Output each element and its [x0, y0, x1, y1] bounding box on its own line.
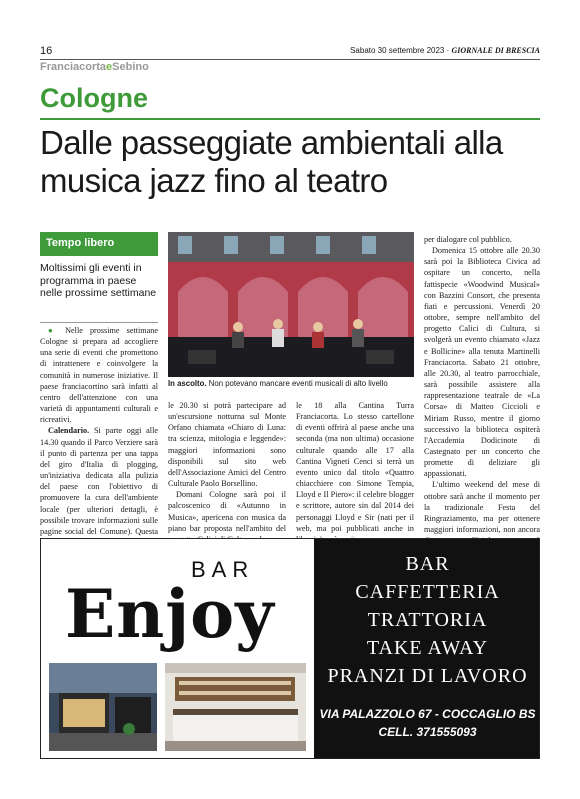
tag-label: Tempo libero	[46, 237, 115, 249]
header-separator: ·	[446, 46, 450, 55]
article-headline: Dalle passeggiate ambientali alla musica jazz fino al teatro	[40, 124, 503, 199]
article-column-2	[168, 400, 286, 545]
paragraph-lead: Calendario.	[48, 426, 90, 436]
article-summary: Moltissimi gli eventi in programma in paese nelle prossime settimane	[40, 262, 157, 299]
paragraph: L'ultimo weekend del mese di ottobre sarà anche il momento per la tradizionale Festa del Ringraziamento, ma per ottenere maggiori informazioni, non ancora	[424, 480, 540, 535]
ad-phone: CELL. 371555093	[378, 725, 477, 739]
city-heading: Cologne	[40, 83, 148, 113]
newspaper-name: GIORNALE DI BRESCIA	[451, 46, 540, 55]
issue-date: Sabato 30 settembre 2023	[350, 46, 445, 55]
article-column-3	[296, 400, 414, 545]
article-column-1	[40, 325, 158, 548]
ad-service-line: BAR	[405, 553, 450, 575]
bullet-icon: ●	[48, 326, 59, 335]
paragraph: Nelle prossime settimane Cologne si prepara ad accogliere una serie di eventi che promettono di intrattenere e coinvolgere la comunità in numerose iniziative. Il paese franciacortino sarà infatti al centro dell'attenzione con una varietà di appuntamenti culturali e ricreativi.	[40, 326, 159, 425]
header-divider	[40, 59, 540, 60]
city-divider	[40, 118, 540, 120]
ad-service-line: PRANZI DI LAVORO	[327, 665, 528, 687]
paragraph: Domenica 15 ottobre alle 20.30 sarà poi la Biblioteca Civica ad ospitare un concerto, nella fattispecie «Woodwind Musical» con Bazzini Consort, che presenta fiati e percussioni. Venerdì 20 ottobre, sempre nell'ambito del progetto Calici di Cultura, si svolgerà un evento chiamato «Jazz e Bollicine» alla tenuta Martinelli Franciacorta. Sabato 21 ottobre, alle 20.30, al teatro parrocchiale, sarà possibile assistere alla rappresentazione teatrale de «La Corsa» di Matteo Ciccioli e Miriam Russo, mentre il giorno successivo la biblioteca ospiterà l'Accademia Dodicinote di Castegnato per un concerto che promette di deliziare gli appassionati.	[424, 246, 540, 479]
paragraph: per dialogare col pubblico.	[424, 235, 512, 244]
paragraph: Domani Cologne sarà poi il palcoscenico di «Autunno in Musica», apericena con musica da piano bar proposta nell'ambito del	[168, 490, 286, 533]
article-column-4	[424, 234, 540, 580]
section-part-3: Sebino	[112, 61, 149, 73]
photo-caption	[168, 379, 414, 389]
page-number: 16	[40, 45, 53, 57]
section-name	[40, 61, 149, 73]
section-part-1: Franciacorta	[40, 61, 107, 73]
paragraph: le 18 alla Cantina Turra Franciacorta. Lo stesso cartellone di eventi offrirà al paese anche una seconda (ma non ultima) occasione culturale quando alle 17 alla Cantina Vigneti Cenci si terrà un evento unico dal titolo «Quattro chiacchiere con Simone Tempia, Lloyd e Il Piero»: il celebre blogger e scrittore, autore sin dal 2014 dei personaggi Lloyd e Sir (nati per il web, ma poi pubblicati anche in	[296, 401, 414, 533]
caption-lead: In ascolto.	[168, 379, 207, 388]
summary-divider	[40, 322, 158, 323]
paragraph: le 20.30 si potrà partecipare ad un'escursione notturna sul Monte Orfano chiamata «Chiaro di Luna: tra scienza, mitologia e leggende»: maggiori informazioni sono disponibili sul sito web dell'Associazione Amici del Centro Culturale Paolo Borsellino.	[168, 401, 286, 489]
ad-interior-photo	[165, 663, 306, 751]
caption-text: Non potevano mancare eventi musicali di alto livello	[206, 379, 388, 388]
ad-logo: Enjoy	[65, 575, 275, 653]
ad-service-line: CAFFETTERIA	[355, 581, 500, 603]
concert-photo	[168, 232, 414, 377]
ad-storefront-photo	[49, 663, 157, 751]
advertisement	[40, 538, 540, 759]
ad-bar-label: BAR	[191, 557, 255, 582]
paragraph: Si parte oggi alle 14.30 quando il Parco Verziere sarà il punto di partenza per una tappa del giro d'Italia di plogging, un'iniziativa dedicata alla pulizia del paese con l'obiettivo di promuovere la cura dell'ambiente locale (per ulteriori dettagli, è possibile trovare informazioni sulle pagine social del Comune). Questa	[40, 426, 158, 536]
ad-address: VIA PALAZZOLO 67 - COCCAGLIO BS	[319, 707, 536, 721]
section-part-2: e	[106, 61, 113, 73]
header-date	[350, 46, 540, 55]
ad-service-line: TAKE AWAY	[366, 637, 489, 659]
ad-service-line: TRATTORIA	[367, 609, 488, 631]
